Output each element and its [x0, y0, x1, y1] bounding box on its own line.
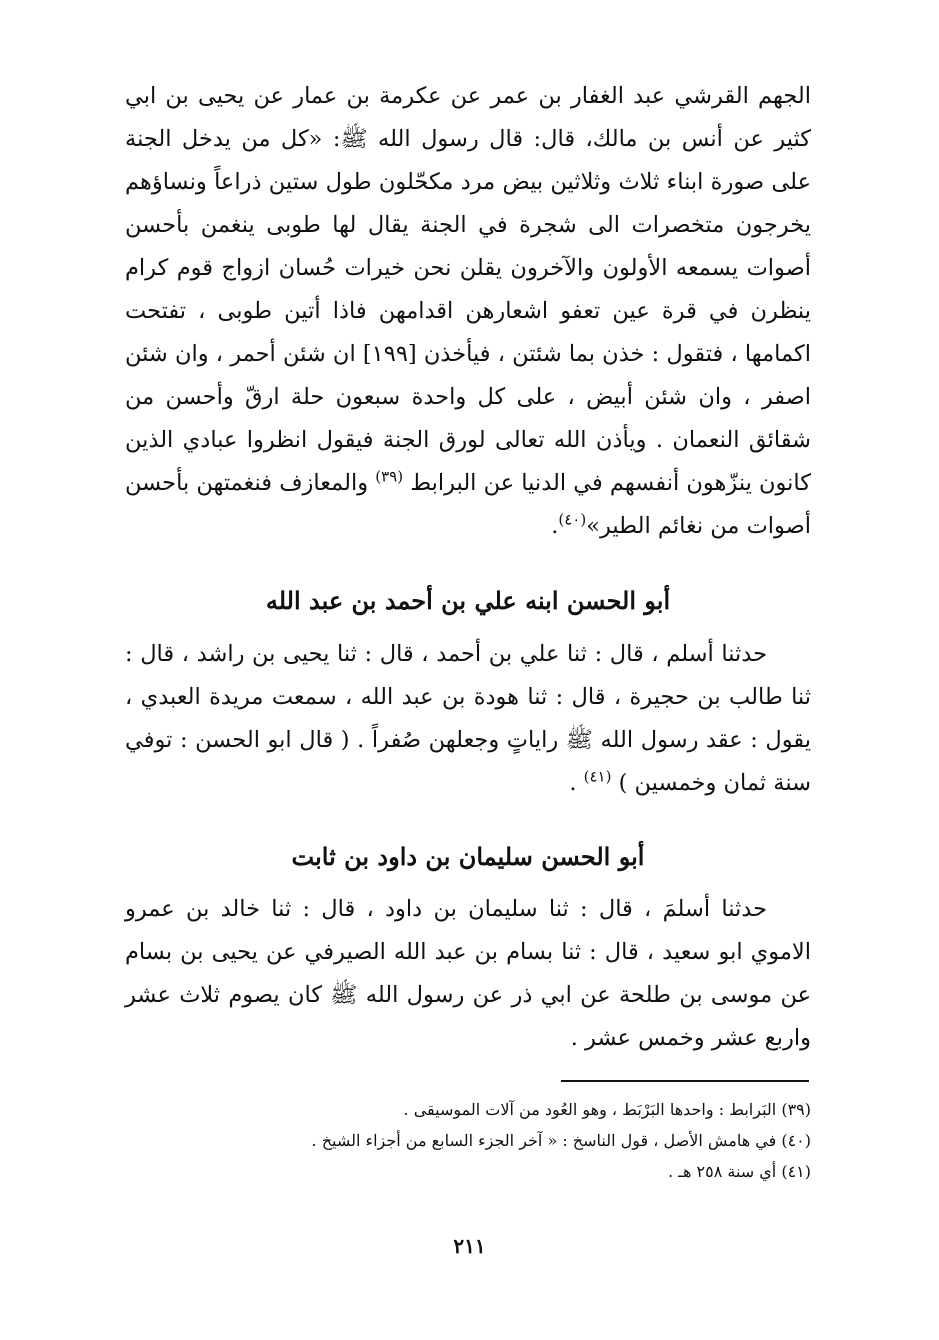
footnote-ref-39: (٣٩): [375, 467, 404, 486]
footnote-39: (٣٩) البَرابط : واحدها البَرْبَط ، وهو العُود من آلات الموسيقى .: [403, 1100, 811, 1119]
paragraph-2-end: .: [569, 770, 577, 796]
footnote-ref-41: (٤١): [583, 767, 612, 786]
footnote-ref-40: (٤٠): [558, 510, 587, 529]
paragraph-1-body: الجهم القرشي عبد الغفار بن عمر عن عكرمة بن عمار عن يحيى بن ابي كثير عن أنس بن مالك، قال: قال رسول الله ﷺ: «كل من يدخل الجنة على صورة ابناء ثلاث وثلاثين بيض مرد مكحّلون طول ستين ذراعاً ونساؤهم يخرجون متخصرات الى شجرة في الجنة يقال لها طوبى ينغمن بأحسن أصوات يسمعه الأولون والآخرون يقلن نحن خيرات حُسان ازواج قوم كرام ينظرن في قرة عين تعفو اشعارهن اقدامهن فاذا أتين طوبى ، تفتحت اكمامها ، فتقول : خذن بما شئتن ، فيأخذن [١٩٩] ان شئن أحمر ، وان شئن اصفر ، وان شئن أبيض ، على كل واحدة سبعون حلة ارقّ وأحسن من شقائق النعمان . ويأذن الله تعالى لورق الجنة فيقول انظروا عبادي الذين كانون ينزّهون أنفسهم في الدنيا عن البرابط: [125, 83, 811, 496]
paragraph-hadith-fasting: حدثنا أسلمَ ، قال : ثنا سليمان بن داود ، قال : ثنا خالد بن عمرو الاموي ابو سعيد ، قال : ثنا بسام بن عبد الله الصيرفي عن يحيى بن بسام عن موسى بن طلحة عن ابي ذر عن رسول الله ﷺ كان يصوم ثلاث عشر واربع عشر وخمس عشر .: [125, 896, 811, 1051]
paragraph-1-tail: والمعازف فنغمتهن بأحسن أصوات من نغائم الطير»: [124, 470, 811, 539]
paragraph-2-body: حدثنا أسلم ، قال : ثنا علي بن أحمد ، قال : ثنا يحيى بن راشد ، قال : ثنا طالب بن حجيرة ، قال : ثنا هودة بن عبد الله ، سمعت مريدة العبدي ، يقول : عقد رسول الله ﷺ راياتٍ وجعلهن صُفراً . ( قال ابو الحسن : توفي سنة ثمان وخمسين ): [125, 641, 811, 796]
paragraph-hadith-banners: [125, 633, 811, 805]
paragraph-1-end: .: [551, 513, 559, 539]
footnotes-section: [125, 1094, 811, 1187]
page-number: ٢١١: [453, 1234, 486, 1258]
footnote-41: (٤١) أي سنة ٢٥٨ هـ .: [668, 1162, 811, 1181]
section-heading-ali-bin-ahmad: أبو الحسن ابنه علي بن أحمد بن عبد الله: [265, 586, 671, 615]
section-heading-sulayman-bin-dawud: أبو الحسن سليمان بن داود بن ثابت: [291, 842, 645, 871]
footnote-40: (٤٠) في هامش الأصل ، قول الناسخ : « آخر الجزء السابع من أجزاء الشيخ .: [311, 1131, 811, 1150]
paragraph-hadith-paradise: [125, 75, 811, 548]
footnote-divider: [561, 1080, 809, 1082]
